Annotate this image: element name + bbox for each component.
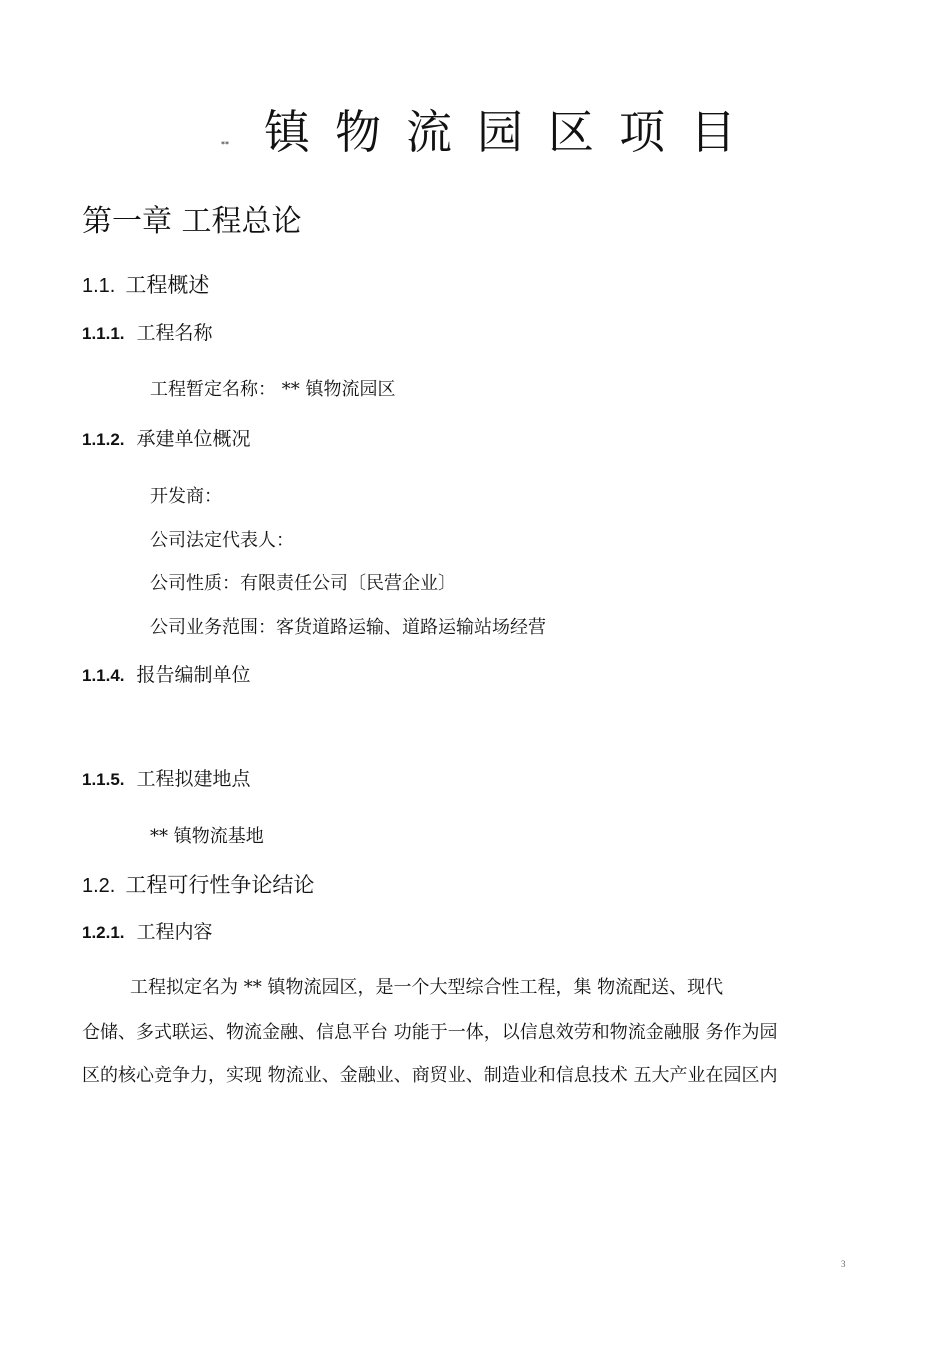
section-heading-1-2 (82, 870, 314, 901)
content-paragraph-line: 区的核心竞争力，实现 物流业、金融业、商贸业、制造业和信息技术 五大产业在园区内 (82, 1065, 778, 1086)
section-title: 工程可行性争论结论 (125, 873, 315, 897)
document-title: 镇物流园区项目 (264, 105, 761, 159)
section-heading-1-1-5 (82, 765, 251, 794)
section-title: 承建单位概况 (136, 428, 251, 450)
section-heading-1-1-2 (82, 425, 251, 454)
page-number: 3 (841, 1259, 846, 1269)
section-title: 报告编制单位 (136, 664, 251, 686)
section-heading-1-1 (82, 270, 209, 301)
chapter-heading: 第一章 工程总论 (82, 204, 302, 239)
company-line: 公司法定代表人： (150, 530, 294, 551)
section-number: 1.2.1. (82, 923, 125, 942)
company-line: 开发商： (150, 486, 222, 507)
location-paragraph: ** 镇物流基地 (150, 826, 264, 847)
section-number: 1.1. (82, 275, 116, 297)
section-title: 工程内容 (136, 921, 213, 943)
content-paragraph-line: 仓储、多式联运、物流金融、信息平台 功能于一体，以信息效劳和物流金融服 务作为园 (82, 1022, 778, 1043)
section-number: 1.1.4. (82, 666, 125, 685)
section-heading-1-2-1 (82, 918, 213, 947)
title-mark: ** (221, 140, 229, 149)
section-heading-1-1-1 (82, 319, 213, 348)
section-number: 1.1.1. (82, 324, 125, 343)
company-line: 公司性质：有限责任公司〔民营企业〕 (150, 573, 456, 594)
company-line: 公司业务范围：客货道路运输、道路运输站场经营 (150, 617, 546, 638)
section-heading-1-1-4 (82, 661, 251, 690)
title-row (0, 100, 950, 164)
section-number: 1.1.5. (82, 770, 125, 789)
section-title: 工程概述 (125, 273, 210, 297)
section-number: 1.2. (82, 875, 116, 897)
project-name-paragraph: 工程暂定名称： ** 镇物流园区 (150, 379, 396, 400)
section-title: 工程名称 (136, 322, 213, 344)
content-paragraph-line: 工程拟定名为 ** 镇物流园区，是一个大型综合性工程，集 物流配送、现代 (130, 977, 724, 998)
section-number: 1.1.2. (82, 430, 125, 449)
section-title: 工程拟建地点 (136, 768, 251, 790)
